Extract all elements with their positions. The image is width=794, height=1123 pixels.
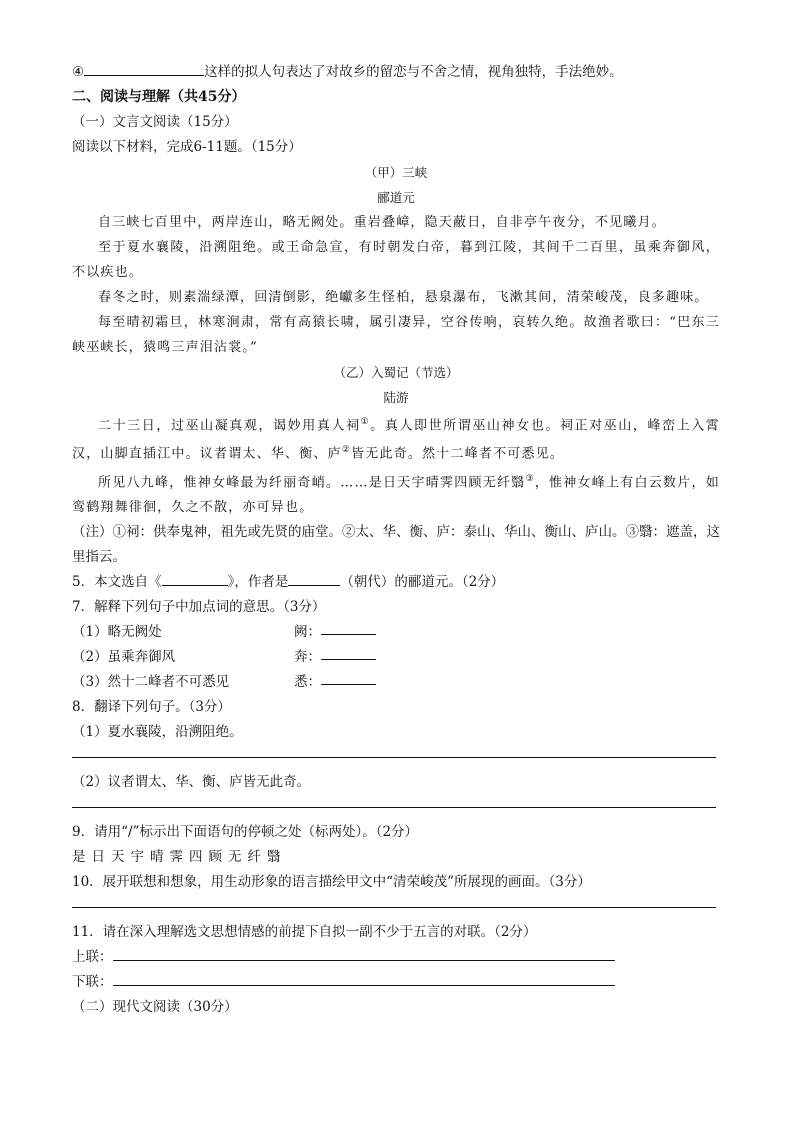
answer-blank[interactable] [288, 571, 340, 586]
question-4-line [72, 60, 720, 85]
question-8-sentence-1: （1）夏水襄陵，沿溯阻绝。 [72, 723, 243, 740]
couplet-upper [72, 945, 720, 970]
answer-blank[interactable] [84, 61, 204, 76]
answer-blank[interactable] [113, 971, 615, 986]
paragraph-text: ，惟神女峰上有白云数片，如鸾鹤翔舞徘徊，久之不散，亦可异也。 [72, 474, 720, 515]
question-7-item [72, 645, 720, 670]
passage-yi-paragraph [72, 410, 720, 467]
passage-jia-paragraph: 春冬之时，则素湍绿潭，回清倒影，绝巘多生怪柏，悬泉瀑布，飞漱其间，清荣峻茂，良多趣味。 [98, 290, 709, 305]
couplet-upper-label: 上联： [72, 948, 113, 965]
question-9-stem: 9．请用“/”标示出下面语句的停顿之处（标两处）。（2分） [72, 823, 419, 840]
q7-word: 奔： [294, 648, 321, 665]
paragraph-text: 皆无此奇。然十二峰者不可悉见。 [351, 446, 565, 462]
passage-yi-title: （乙）入蜀记（节选） [333, 365, 459, 380]
reading-instructions: 阅读以下材料，完成6-11题。（15分） [72, 139, 302, 155]
passage-jia-paragraph: 每至晴初霜旦，林寒涧肃，常有高猿长啸，属引凄异，空谷传响，哀转久绝。故渔者歌曰：“巴东三峡巫峡长，猿鸣三声泪沾裳。” [72, 315, 720, 355]
answer-blank[interactable] [321, 670, 376, 685]
q7-word: 悉： [294, 673, 321, 690]
answer-line[interactable] [72, 795, 716, 808]
question-11-stem: 11．请在深入理解选文思想情感的前提下自拟一副不少于五言的对联。（2分） [72, 923, 537, 940]
answer-blank[interactable] [321, 645, 376, 660]
q7-sentence: （2）虽乘奔御风 [72, 648, 176, 665]
question-7-item [72, 620, 720, 645]
answer-line[interactable] [72, 895, 716, 908]
answer-blank[interactable] [321, 620, 376, 635]
question-5 [72, 570, 720, 595]
question-8-stem: 8．翻译下列句子。（3分） [72, 698, 231, 715]
passage-yi-author: 陆游 [383, 390, 409, 405]
paragraph-text: 。真人即世所谓巫山神女也。祠正对巫山，峰峦上入霄汉，山脚直插江中。议者谓太、华、衡、庐 [72, 418, 720, 462]
subsection-1-title: （一）文言文阅读（15分） [72, 114, 238, 130]
question-9-sentence: 是日天宇晴霁四顾无纤翳 [72, 848, 287, 865]
footnote-marker: ② [341, 445, 352, 456]
question-4-text: 这样的拟人句表达了对故乡的留恋与不舍之情，视角独特，手法绝妙。 [204, 64, 623, 80]
q7-word: 阙： [294, 623, 321, 640]
question-4-number: ④ [72, 64, 85, 80]
section-2-title: 二、阅读与理解（共45分） [72, 89, 246, 105]
answer-line[interactable] [72, 745, 716, 758]
question-8-sentence-2: （2）议者谓太、华、衡、庐皆无此奇。 [72, 773, 311, 790]
couplet-lower [72, 970, 720, 995]
passage-jia-author: 郦道元 [377, 190, 415, 205]
passage-jia-paragraph: 至于夏水襄陵，沿溯阻绝。或王命急宣，有时朝发白帝，暮到江陵，其间千二百里，虽乘奔御风，不以疾也。 [72, 240, 720, 280]
subsection-2-title: （二）现代文阅读（30分） [72, 998, 238, 1015]
passage-jia-paragraph: 自三峡七百里中，两岸连山，略无阙处。重岩叠嶂，隐天蔽日，自非亭午夜分，不见曦月。 [98, 215, 667, 230]
q5-text: （朝代）的郦道元。（2分） [340, 573, 505, 590]
q7-sentence: （1）略无阙处 [72, 623, 162, 640]
q5-text: 5．本文选自《 [72, 573, 162, 590]
question-10: 10．展开联想和想象，用生动形象的语言描绘甲文中“清荣峻茂”所展现的画面。（3分） [72, 873, 591, 890]
question-7-item [72, 670, 720, 695]
exam-page [72, 60, 720, 1020]
answer-blank[interactable] [113, 946, 615, 961]
paragraph-text: 所见八九峰，惟神女峰最为纤丽奇峭。……是日天宇晴霁四顾无纤翳 [98, 474, 526, 490]
answer-blank[interactable] [162, 571, 228, 586]
footnote-marker: ① [360, 417, 371, 427]
paragraph-text: 二十三日，过巫山凝真观，谒妙用真人祠 [98, 418, 361, 434]
q5-text: 》，作者是 [227, 573, 289, 590]
annotation-notes: （注）①祠：供奉鬼神，祖先或先贤的庙堂。②太、华、衡、庐：泰山、华山、衡山、庐山。③翳：遮盖，这里指云。 [72, 523, 720, 565]
couplet-lower-label: 下联： [72, 973, 113, 990]
passage-yi-paragraph [72, 467, 720, 520]
footnote-marker: ③ [525, 473, 535, 484]
question-7-stem: 7．解释下列句子中加点词的意思。（3分） [72, 598, 326, 615]
passage-jia-title: （甲）三峡 [364, 165, 428, 180]
q7-sentence: （3）然十二峰者不可悉见 [72, 673, 230, 690]
